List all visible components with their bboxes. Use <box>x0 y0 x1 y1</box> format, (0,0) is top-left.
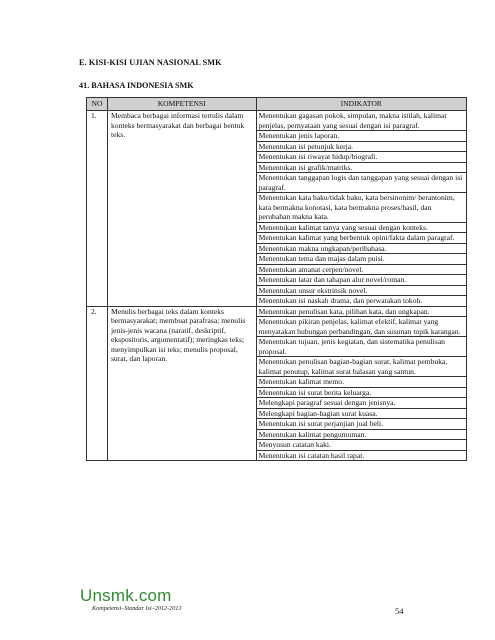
indikator-cell: Menentukan kalimat yang berbentuk opini/fakta dalam paragraf. <box>256 233 466 244</box>
table-row <box>87 306 467 317</box>
indikator-cell: Melengkapi paragraf sesuai dengan jenisnya. <box>256 398 466 409</box>
row-number: 1. <box>87 111 108 307</box>
kompetensi-cell: Menulis berbagai teks dalam konteks bermasyarakat; membuat parafrasa; menulis jenis-jenis wacana (naratif, deskriptif, ekspositoris, argumentatif); meringkas teks; menyimpulkan isi teks; menulis proposal, surat, dan laporan. <box>107 306 256 461</box>
table-row <box>87 111 467 131</box>
indikator-cell: Menentukan kalimat pengumuman. <box>256 429 466 440</box>
indikator-cell: Menentukan isi surat perjanjian jual beli. <box>256 419 466 430</box>
header-no: NO <box>87 98 108 111</box>
header-indikator: INDIKATOR <box>256 98 466 111</box>
indikator-cell: Menentukan penulisan kata, pilihan kata, dan ungkapan. <box>256 306 466 317</box>
indikator-cell: Menentukan isi petunjuk kerja. <box>256 141 466 152</box>
table-body <box>87 111 467 461</box>
indikator-cell: Menentukan isi grafik/matriks. <box>256 162 466 173</box>
indikator-cell: Menentukan isi surat berita keluarga. <box>256 387 466 398</box>
indikator-cell: Menentukan tema dan majas dalam puisi. <box>256 254 466 265</box>
indikator-cell: Menentukan kata baku/tidak baku, kata bersinonim/ berantonim, kata bermakna konotasi, kata bermakna proses/hasil, dan perubahan makna kata. <box>256 193 466 223</box>
indikator-cell: Menentukan pikiran penjelas, kalimat efektif, kalimat yang menyatakan hubungan perbandingan, dan susunan topik karangan. <box>256 317 466 337</box>
table-header-row <box>87 98 467 111</box>
kompetensi-cell: Membaca berbagai informasi tertulis dalam konteks bermasyarakat dan berbagai bentuk teks. <box>107 111 256 307</box>
unsmk-logo: Unsmk.com <box>80 586 172 605</box>
indikator-cell: Menentukan isi catatan hasil rapat. <box>256 450 466 461</box>
subject-heading: 41. BAHASA INDONESIA SMK <box>79 81 194 90</box>
indikator-cell: Menentukan makna ungkapan/peribahasa. <box>256 243 466 254</box>
indikator-cell: Menentukan unsur ekstrinsik novel. <box>256 285 466 296</box>
page-number: 54 <box>395 606 404 616</box>
indikator-cell: Menentukan kalimat tanya yang sesuai dengan konteks. <box>256 222 466 233</box>
indikator-cell: Melengkapi bagian-bagian surat kuasa. <box>256 408 466 419</box>
header-kompetensi: KOMPETENSI <box>107 98 256 111</box>
indikator-cell: Menyusun catatan kaki. <box>256 440 466 451</box>
footer-note: Kompetensi–Standar Isi–2012-2013 <box>92 605 182 612</box>
indikator-cell: Menentukan tujuan, jenis kegiatan, dan sistematika penulisan proposal. <box>256 337 466 357</box>
indikator-cell: Menentukan latar dan tahapan alur novel/roman. <box>256 275 466 286</box>
section-heading: E. KISI-KISI UJIAN NASIONAL SMK <box>79 58 222 67</box>
row-number: 2. <box>87 306 108 461</box>
indikator-cell: Menentukan penulisan bagian-bagian surat, kalimat pembuka, kalimat penutup, kalimat surat balasan yang santun. <box>256 357 466 377</box>
indikator-cell: Menentukan isi riwayat hidup/biografi. <box>256 152 466 163</box>
kisi-kisi-table <box>86 97 467 461</box>
indikator-cell: Menentukan kalimat memo. <box>256 377 466 388</box>
indikator-cell: Menentukan isi naskah drama, dan perwatakan tokoh. <box>256 296 466 307</box>
indikator-cell: Menentukan gagasan pokok, simpulan, makna istilah, kalimat penjelas, pernyataan yang sesuai dengan isi paragraf. <box>256 111 466 131</box>
indikator-cell: Menentukan amanat cerpen/novel. <box>256 264 466 275</box>
indikator-cell: Menentukan tanggapan logis dan tanggapan yang sesuai dengan isi paragraf. <box>256 173 466 193</box>
indikator-cell: Menentukan jenis laporan. <box>256 131 466 142</box>
